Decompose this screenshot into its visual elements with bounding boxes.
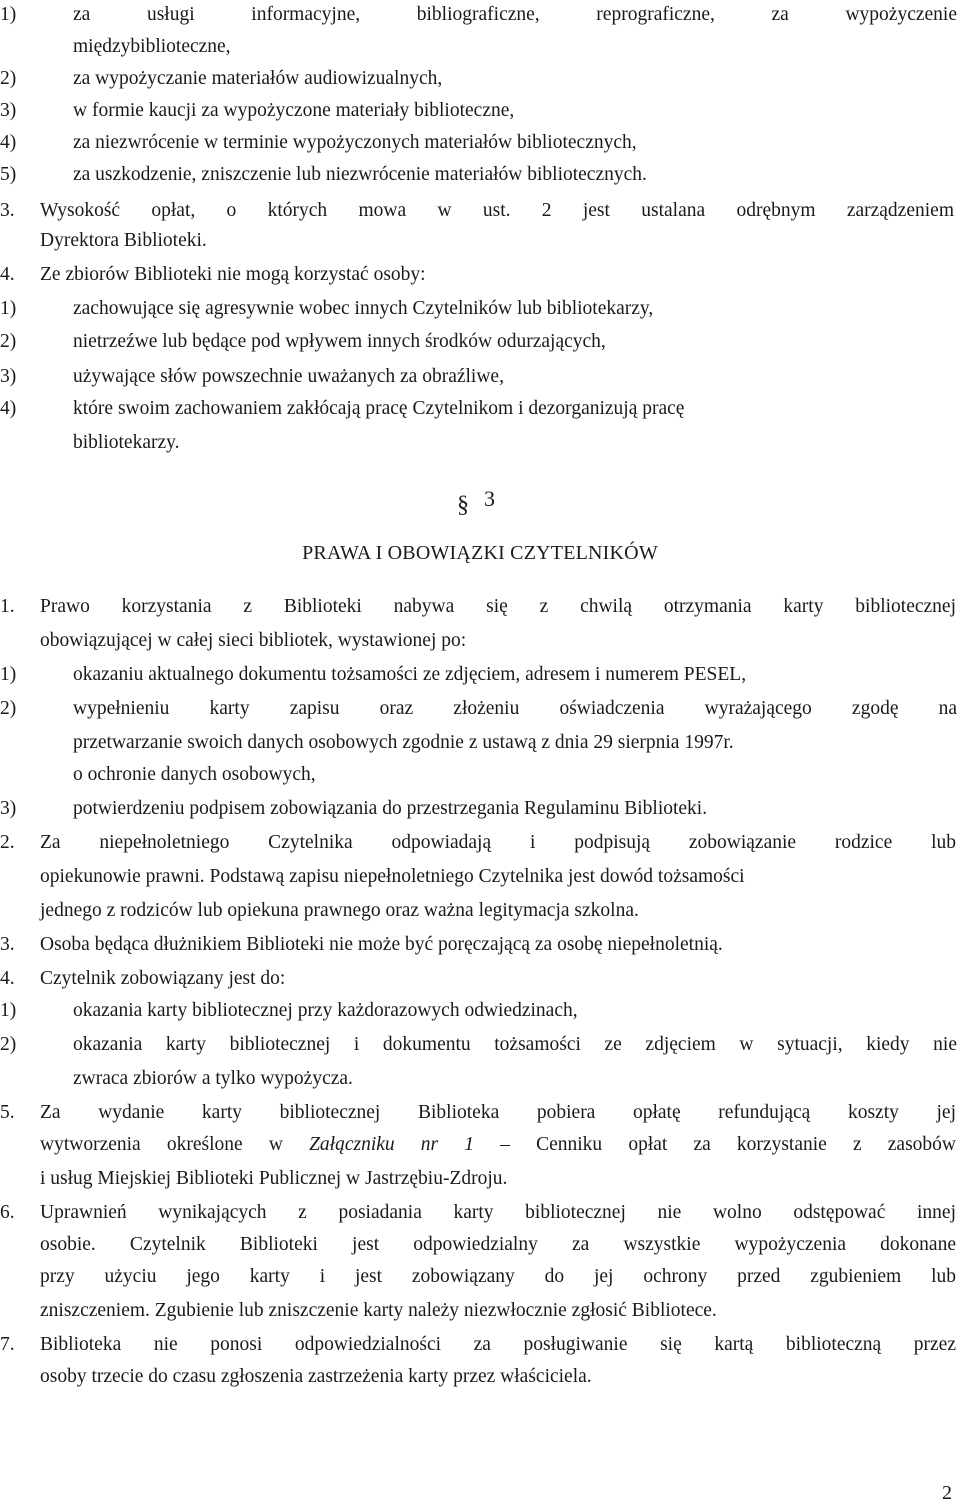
list-marker: 3) (0, 798, 17, 819)
text-line (0, 329, 960, 355)
list-marker: 1) (0, 664, 17, 685)
line-text: za usługi informacyjne, bibliograficzne, reprograficzne, za wypożyczenie (73, 4, 957, 25)
line-text: o ochronie danych osobowych, (73, 764, 316, 785)
line-text: bibliotekarzy. (73, 432, 180, 453)
line-text-part: – Cenniku opłat za korzystanie z zasobów (474, 1134, 957, 1155)
text-line (0, 66, 960, 92)
text-line (0, 662, 960, 688)
section-marker (457, 485, 517, 525)
line-text: za uszkodzenie, zniszczenie lub niezwrócenie materiałów bibliotecznych. (73, 164, 647, 185)
line-text: Za wydanie karty bibliotecznej Biblioteka pobiera opłatę refundującą koszty jej (40, 1102, 956, 1123)
line-text: Osoba będąca dłużnikiem Biblioteki nie może być poręczającą za osobę niepełnoletnią. (40, 934, 723, 955)
text-line (0, 34, 960, 60)
line-text: międzybiblioteczne, (73, 36, 231, 57)
text-line (0, 1032, 960, 1058)
text-line (0, 198, 960, 224)
list-marker: 4) (0, 398, 17, 419)
line-text: okazania karty bibliotecznej i dokumentu tożsamości ze zdjęciem w sytuacji, kiedy nie (73, 1034, 957, 1055)
line-text: i usług Miejskiej Biblioteki Publicznej w Jastrzębiu-Zdroju. (40, 1168, 508, 1189)
list-marker: 3. (0, 934, 15, 955)
list-marker: 3) (0, 100, 17, 121)
text-line (0, 1364, 960, 1390)
appendix-reference: Załączniku nr 1 (309, 1134, 475, 1155)
line-text: Biblioteka nie ponosi odpowiedzialności za posługiwanie się kartą biblioteczną przez (40, 1334, 956, 1355)
text-line (0, 864, 960, 890)
line-text: za niezwrócenie w terminie wypożyczonych materiałów bibliotecznych, (73, 132, 637, 153)
text-line (0, 1100, 960, 1126)
text-line (0, 262, 960, 288)
page-number: 2 (942, 1482, 952, 1504)
list-marker: 7. (0, 1334, 15, 1355)
line-text: Za niepełnoletniego Czytelnika odpowiadają i podpisują zobowiązanie rodzice lub (40, 832, 956, 853)
line-text: zachowujące się agresywnie wobec innych Czytelników lub bibliotekarzy, (73, 298, 654, 319)
text-line (0, 730, 960, 756)
line-text: obowiązującej w całej sieci bibliotek, wystawionej po: (40, 630, 467, 651)
text-line (0, 762, 960, 788)
list-marker: 1) (0, 298, 17, 319)
list-marker: 2) (0, 1034, 17, 1055)
line-text: okazaniu aktualnego dokumentu tożsamości ze zdjęciem, adresem i numerem PESEL, (73, 664, 747, 685)
text-line (0, 228, 960, 254)
text-line (0, 1232, 960, 1258)
list-marker: 3. (0, 200, 15, 221)
list-marker: 4. (0, 968, 15, 989)
list-marker: 5. (0, 1102, 15, 1123)
line-text: przy użyciu jego karty i jest zobowiązany do jej ochrony przed zgubieniem lub (40, 1266, 956, 1287)
line-text: jednego z rodziców lub opiekuna prawnego oraz ważna legitymacja szkolna. (40, 900, 639, 921)
line-text: za wypożyczanie materiałów audiowizualnych, (73, 68, 443, 89)
text-line (0, 932, 960, 958)
line-text: osobie. Czytelnik Biblioteki jest odpowiedzialny za wszystkie wypożyczenia dokonane (40, 1234, 956, 1255)
list-marker: 5) (0, 164, 17, 185)
list-marker: 4) (0, 132, 17, 153)
list-marker: 6. (0, 1202, 15, 1223)
line-text: zniszczeniem. Zgubienie lub zniszczenie karty należy niezwłocznie zgłosić Bibliotece. (40, 1300, 717, 1321)
line-text: okazania karty bibliotecznej przy każdorazowych odwiedzinach, (73, 1000, 578, 1021)
text-line (0, 966, 960, 992)
line-text: potwierdzeniu podpisem zobowiązania do przestrzegania Regulaminu Biblioteki. (73, 798, 708, 819)
line-text: Uprawnień wynikających z posiadania karty bibliotecznej nie wolno odstępować innej (40, 1202, 956, 1223)
text-line (0, 296, 960, 322)
line-text: które swoim zachowaniem zakłócają pracę Czytelnikom i dezorganizują pracę (73, 398, 685, 419)
text-line (0, 1332, 960, 1358)
line-text: Ze zbiorów Biblioteki nie mogą korzystać osoby: (40, 264, 426, 285)
list-marker: 2) (0, 698, 17, 719)
line-text: przetwarzanie swoich danych osobowych zgodnie z ustawą z dnia 29 sierpnia 1997r. (73, 732, 734, 753)
text-line (0, 1066, 960, 1092)
text-line (0, 1166, 960, 1192)
line-text: Czytelnik zobowiązany jest do: (40, 968, 286, 989)
text-line (0, 898, 960, 924)
line-text: Prawo korzystania z Biblioteki nabywa się z chwilą otrzymania karty bibliotecznej (40, 596, 956, 617)
text-line (0, 396, 960, 422)
text-line (0, 628, 960, 654)
text-line (0, 98, 960, 124)
text-line (0, 1200, 960, 1226)
text-line (0, 130, 960, 156)
line-text: nietrzeźwe lub będące pod wpływem innych środków odurzających, (73, 331, 606, 352)
list-marker: 2. (0, 832, 15, 853)
section-heading: PRAWA I OBOWIĄZKI CZYTELNIKÓW (302, 542, 658, 564)
text-line (0, 796, 960, 822)
section-number: 3 (484, 486, 495, 511)
list-marker: 1) (0, 4, 17, 25)
text-line (0, 162, 960, 188)
list-marker: 4. (0, 264, 15, 285)
list-marker: 2) (0, 68, 17, 89)
text-line (0, 1298, 960, 1324)
text-line (0, 1264, 960, 1290)
line-text: używające słów powszechnie uważanych za obraźliwe, (73, 366, 504, 387)
text-line (0, 2, 960, 28)
text-line (0, 998, 960, 1024)
line-text: opiekunowie prawni. Podstawą zapisu niepełnoletniego Czytelnika jest dowód tożsamości (40, 866, 745, 887)
list-marker: 1) (0, 1000, 17, 1021)
list-marker: 3) (0, 366, 17, 387)
text-line (0, 364, 960, 390)
line-text: osoby trzecie do czasu zgłoszenia zastrzeżenia karty przez właściciela. (40, 1366, 592, 1387)
line-text: wypełnieniu karty zapisu oraz złożeniu oświadczenia wyrażającego zgodę na (73, 698, 957, 719)
text-line (0, 594, 960, 620)
text-line (0, 830, 960, 856)
line-text: Wysokość opłat, o których mowa w ust. 2 jest ustalana odrębnym zarządzeniem (40, 200, 954, 221)
section-sign: § (457, 492, 469, 518)
list-marker: 1. (0, 596, 15, 617)
line-text (40, 1132, 956, 1158)
line-text-part: wytworzenia określone w (40, 1134, 310, 1155)
line-text: w formie kaucji za wypożyczone materiały biblioteczne, (73, 100, 515, 121)
text-line (0, 696, 960, 722)
text-line (0, 430, 960, 456)
text-line (0, 1132, 960, 1158)
list-marker: 2) (0, 331, 17, 352)
line-text: Dyrektora Biblioteki. (40, 230, 207, 251)
line-text: zwraca zbiorów a tylko wypożycza. (73, 1068, 353, 1089)
